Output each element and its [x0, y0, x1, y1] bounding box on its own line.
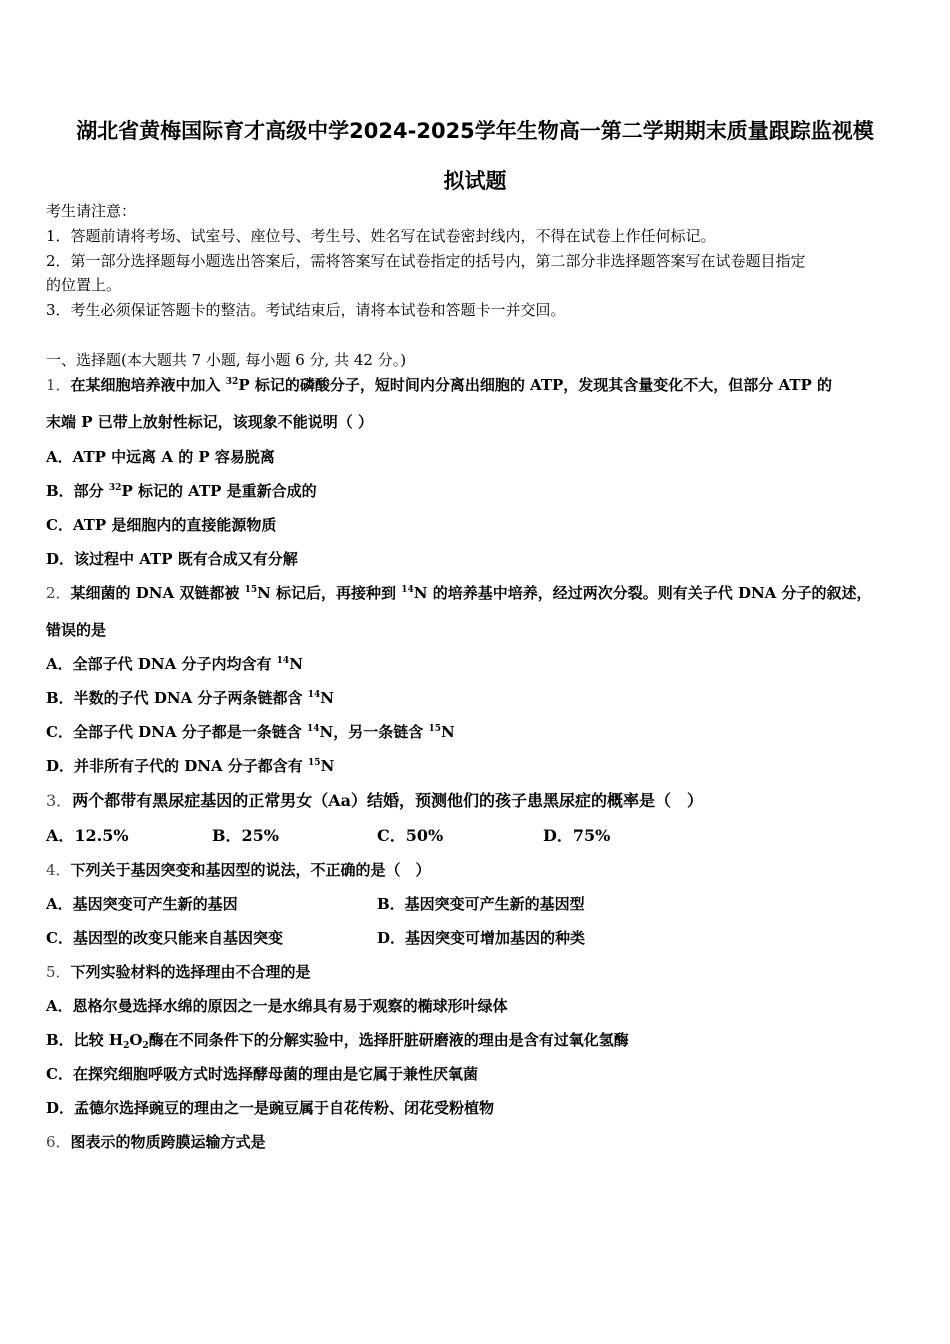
q3-option-a: A．12.5% — [46, 826, 129, 845]
question-3: 3．两个都带有黑尿症基因的正常男女（Aa）结婚，预测他们的孩子患黑尿症的概率是（ ） — [46, 791, 703, 810]
notice-item-2b: 的位置上。 — [46, 276, 122, 294]
section-heading: 一、选择题(本大题共 7 小题, 每小题 6 分, 共 42 分。) — [46, 351, 407, 369]
q1-option-a: A．ATP 中远离 A 的 P 容易脱离 — [46, 448, 275, 466]
page-title-line1: 湖北省黄梅国际育才高级中学2024-2025学年生物高一第二学期期末质量跟踪监视模 — [76, 119, 874, 143]
q2-option-b: B．半数的子代 DNA 分子两条链都含 $^{14}$N — [46, 689, 334, 707]
q2-option-a: A．全部子代 DNA 分子内均含有 $^{14}$N — [46, 655, 303, 673]
question-4-number: 4． — [46, 861, 71, 879]
q3-option-c: C．50% — [377, 826, 444, 845]
q5-option-a: A．恩格尔曼选择水绵的原因之一是水绵具有易于观察的椭球形叶绿体 — [46, 997, 508, 1015]
question-1-line2: 末端 P 已带上放射性标记，该现象不能说明（ ） — [46, 413, 373, 431]
notice-item-1: 1．答题前请将考场、试室号、座位号、考生号、姓名写在试卷密封线内，不得在试卷上作任何标记。 — [46, 227, 716, 245]
question-3-number: 3． — [46, 791, 73, 810]
page-title-line2: 拟试题 — [443, 169, 507, 193]
question-5-number: 5． — [46, 963, 71, 981]
question-6: 6．图表示的物质跨膜运输方式是 — [46, 1133, 266, 1151]
q2-option-d: D．并非所有子代的 DNA 分子都含有 $^{15}$N — [46, 757, 335, 775]
q5-option-c: C．在探究细胞呼吸方式时选择酵母菌的理由是它属于兼性厌氧菌 — [46, 1065, 478, 1083]
question-2-number: 2． — [46, 584, 71, 602]
q3-option-b: B．25% — [212, 826, 279, 845]
question-2-line2: 错误的是 — [46, 621, 107, 639]
q1-option-c: C．ATP 是细胞内的直接能源物质 — [46, 516, 277, 534]
q3-option-d: D．75% — [543, 826, 611, 845]
q1-option-d: D．该过程中 ATP 既有合成又有分解 — [46, 550, 298, 568]
question-4: 4．下列关于基因突变和基因型的说法，不正确的是（ ） — [46, 861, 431, 879]
q1-option-b: B．部分 $^{32}$P 标记的 ATP 是重新合成的 — [46, 482, 317, 500]
q5-option-d: D．孟德尔选择豌豆的理由之一是豌豆属于自花传粉、闭花受粉植物 — [46, 1099, 495, 1117]
q2-option-c: C．全部子代 DNA 分子都是一条链含 $^{14}$N，另一条链含 $^{15}$N — [46, 723, 455, 741]
question-5: 5．下列实验材料的选择理由不合理的是 — [46, 963, 311, 981]
q4-option-b: B．基因突变可产生新的基因型 — [377, 895, 585, 913]
question-1: 1．在某细胞培养液中加入 $^{32}$P 标记的磷酸分子，短时间内分离出细胞的 ATP，发现其含量变化不大，但部分 ATP 的 — [46, 376, 833, 394]
question-1-number: 1． — [46, 376, 71, 394]
notice-item-3: 3．考生必须保证答题卡的整洁。考试结束后，请将本试卷和答题卡一并交回。 — [46, 301, 566, 319]
question-2: 2．某细菌的 DNA 双链都被 $^{15}$N 标记后，再接种到 $^{14}$N 的培养基中培养，经过两次分裂。则有关子代 DNA 分子的叙述， — [46, 584, 872, 602]
q4-option-d: D．基因突变可增加基因的种类 — [377, 929, 586, 947]
notice-heading: 考生请注意： — [46, 202, 137, 220]
q4-option-c: C．基因型的改变只能来自基因突变 — [46, 929, 283, 947]
q5-option-b: B．比较 $H_2O_2$酶在不同条件下的分解实验中，选择肝脏研磨液的理由是含有过氧化氢酶 — [46, 1031, 629, 1051]
q4-option-a: A．基因突变可产生新的基因 — [46, 895, 238, 913]
notice-item-2a: 2．第一部分选择题每小题选出答案后，需将答案写在试卷指定的括号内，第二部分非选择题答案写在试卷题目指定 — [46, 252, 806, 270]
question-6-number: 6． — [46, 1133, 71, 1151]
